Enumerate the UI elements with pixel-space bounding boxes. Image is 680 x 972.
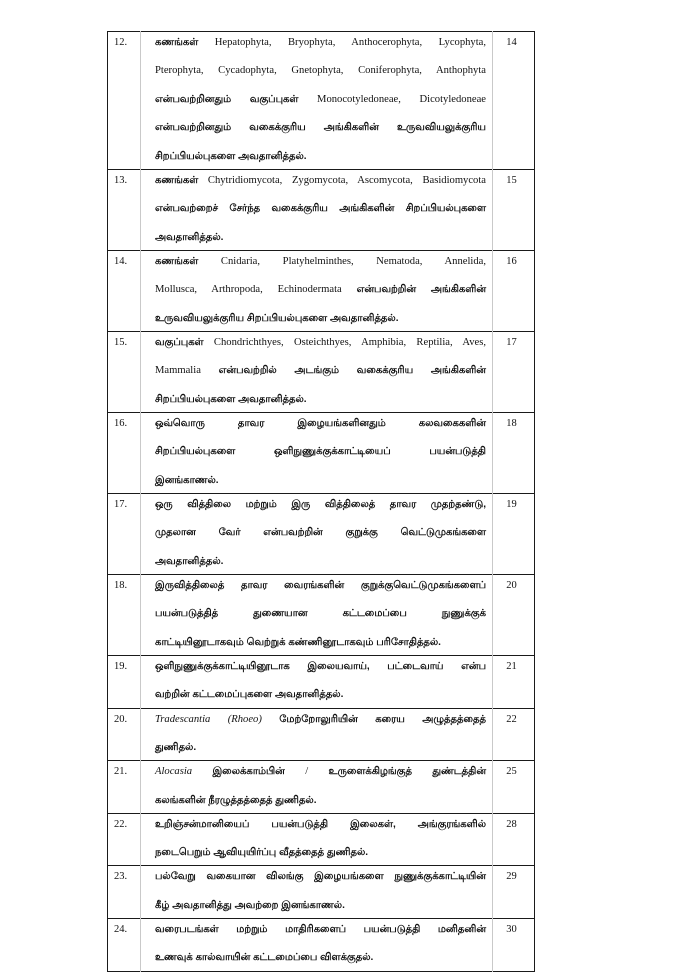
- tamil-text: முதலான: [155, 527, 196, 539]
- tamil-text: இனங்காணல்.: [281, 899, 345, 911]
- table-row: [108, 412, 535, 493]
- scientific-name: Mollusca, Arthropoda, Echinodermata: [155, 284, 342, 296]
- description-cell: [141, 169, 493, 250]
- description-line: [155, 121, 486, 149]
- description-cell: [141, 708, 493, 761]
- table-row: [108, 574, 535, 655]
- tamil-text: மனிதனின்: [437, 923, 487, 935]
- tamil-text: நுணுக்குக்: [441, 608, 486, 620]
- table-row: [108, 655, 535, 708]
- description-line: [155, 174, 486, 202]
- scientific-name-italic: Alocasia: [155, 766, 193, 778]
- description-cell: [141, 32, 493, 170]
- page-number-cell: 21: [493, 655, 535, 708]
- page-number-cell: 16: [493, 250, 535, 331]
- item-number-cell: 18.: [108, 574, 141, 655]
- description-line: [155, 555, 486, 569]
- tamil-text: வரைபடங்கள்: [155, 923, 219, 935]
- description-line: [155, 93, 486, 121]
- description-line: [155, 660, 486, 688]
- table-row: [108, 761, 535, 814]
- tamil-text: கணங்கள்: [155, 37, 199, 48]
- table-row: [108, 250, 535, 331]
- tamil-text: கணங்கள்: [155, 255, 199, 267]
- page-number-cell: 18: [493, 412, 535, 493]
- tamil-text: இலைகள்,: [350, 818, 396, 830]
- tamil-text: இனங்காணல்.: [155, 474, 219, 486]
- tamil-text: கால்வாயின்: [195, 952, 251, 964]
- tamil-text: இலையவாய்,: [307, 660, 370, 672]
- table-row: [108, 331, 535, 412]
- description-line: [155, 794, 486, 808]
- description-line: [155, 364, 486, 392]
- tamil-text: ஒளிநுணுக்குக்காட்டியைப்: [273, 446, 391, 458]
- page-number-cell: 28: [493, 813, 535, 866]
- tamil-text: துணையான: [253, 608, 308, 620]
- tamil-text: ஒளிநுணுக்குக்காட்டியினூடாக: [155, 660, 290, 672]
- tamil-text: அடங்கும்: [294, 365, 340, 377]
- description-line: [155, 64, 486, 92]
- tamil-text: என்ப: [461, 660, 486, 672]
- description-cell: [141, 412, 493, 493]
- tamil-text: மற்றும்: [245, 498, 277, 510]
- tamil-text: அவதானித்தல்.: [155, 555, 224, 567]
- scientific-name: Pterophyta, Cycadophyta, Gnetophyta, Coniferophyta, Anthophyta: [155, 65, 486, 77]
- tamil-text: உருளைக்கிழங்குத்: [328, 766, 412, 778]
- tamil-text: என்பவற்றினதும்: [155, 93, 232, 105]
- page-number-cell: 20: [493, 574, 535, 655]
- tamil-text: என்பவற்றைச் சேர்ந்த வகைக்குரிய அங்கிகளின் சிறப்பியல்புகளை: [155, 203, 486, 215]
- tamil-text: பயன்படுத்தி: [429, 446, 486, 458]
- tamil-text: வீதத்தைத்: [279, 847, 325, 859]
- tamil-text: வகுப்புகள்: [249, 93, 299, 105]
- description-line: [155, 923, 486, 951]
- description-line: [155, 579, 486, 607]
- tamil-text: மாதிரிகளைப்: [285, 923, 347, 935]
- tamil-text: காட்டியினூடாகவும் வெற்றுக் கண்ணினூடாகவும் பரிசோதித்தல்.: [155, 636, 441, 648]
- description-line: [155, 417, 486, 445]
- description-line: [155, 846, 486, 860]
- tamil-text: அவதானித்தல்.: [155, 231, 224, 243]
- tamil-text: உறிஞ்சன்மானியைப்: [155, 818, 250, 830]
- tamil-text: அழுத்தத்தைத்: [422, 713, 486, 725]
- tamil-text: வேர்: [218, 527, 241, 539]
- tamil-text: கலங்களின் நீரழுத்தத்தைத் துணிதல்.: [155, 794, 317, 806]
- description-cell: [141, 813, 493, 866]
- description-line: [155, 526, 486, 554]
- table-row: [108, 32, 535, 170]
- tamil-text: உணவுக்: [155, 952, 193, 964]
- description-cell: [141, 331, 493, 412]
- item-number-cell: 21.: [108, 761, 141, 814]
- tamil-text: அங்கிகளின்: [430, 365, 486, 377]
- description-line: [155, 336, 486, 364]
- description-cell: [141, 866, 493, 919]
- page-number-cell: 14: [493, 32, 535, 170]
- tamil-text: பயன்படுத்தித்: [155, 608, 219, 620]
- tamil-text: வகைக்குரிய: [356, 365, 414, 377]
- tamil-text: ஒவ்வொரு: [155, 417, 205, 429]
- item-number-cell: 17.: [108, 493, 141, 574]
- table-row: [108, 918, 535, 971]
- item-number-cell: 14.: [108, 250, 141, 331]
- description-cell: [141, 250, 493, 331]
- tamil-text: என்பவற்றின்: [356, 284, 417, 296]
- tamil-text: அவதானித்து: [172, 899, 232, 911]
- tamil-text: துண்டத்தின்: [432, 766, 487, 778]
- item-number-cell: 19.: [108, 655, 141, 708]
- tamil-text: கட்டமைப்பை: [253, 952, 318, 964]
- page-number-cell: 17: [493, 331, 535, 412]
- tamil-text: சிறப்பியல்புகளை அவதானித்தல்.: [155, 393, 307, 405]
- syllabus-table-body: [108, 32, 535, 972]
- scientific-name: Mammalia: [155, 365, 201, 377]
- description-cell: [141, 761, 493, 814]
- description-line: [155, 765, 486, 793]
- table-row: [108, 866, 535, 919]
- tamil-text: என்பவற்றின்: [263, 527, 323, 539]
- description-line: [155, 741, 486, 755]
- tamil-text: இருவித்திலைத் தாவர வைரங்களின் குறுக்குவெட்டுமுகங்களைப்: [155, 579, 486, 591]
- scientific-name: Hepatophyta, Bryophyta, Anthocerophyta, Lycophyta,: [214, 37, 487, 48]
- description-line: [155, 150, 486, 164]
- description-cell: [141, 655, 493, 708]
- description-line: [155, 818, 486, 846]
- item-number-cell: 15.: [108, 331, 141, 412]
- tamil-text: இரு: [291, 498, 311, 510]
- syllabus-table: [107, 31, 535, 972]
- tamil-text: தாவர: [237, 417, 265, 429]
- scientific-name: Cnidaria, Platyhelminthes, Nematoda, Annelida,: [220, 255, 486, 267]
- tamil-text: வகுப்புகள்: [155, 336, 204, 348]
- tamil-text: உருவவியலுக்குரிய சிறப்பியல்புகளை அவதானித்தல்.: [155, 312, 399, 324]
- description-line: [155, 474, 486, 488]
- tamil-text: மேற்றோலுரியின்: [279, 713, 358, 725]
- tamil-text: அங்குரங்களில்: [417, 818, 486, 830]
- page-number-cell: 19: [493, 493, 535, 574]
- tamil-text: வற்றின் கட்டமைப்புகளை அவதானித்தல்.: [155, 689, 344, 701]
- tamil-text: கரைய: [375, 713, 405, 725]
- tamil-text: தாவர: [389, 498, 417, 510]
- tamil-text: குறுக்கு: [345, 527, 378, 539]
- tamil-text: கலவகைகளின்: [418, 417, 486, 429]
- tamil-text: விளக்குதல்.: [320, 952, 374, 964]
- scientific-name: Chytridiomycota, Zygomycota, Ascomycota, Basidiomycota: [207, 174, 487, 186]
- description-line: [155, 312, 486, 326]
- description-line: [155, 951, 486, 965]
- tamil-text: சிறப்பியல்புகளை அவதானித்தல்.: [155, 150, 307, 162]
- description-line: [155, 283, 486, 311]
- page-number-cell: 15: [493, 169, 535, 250]
- scientific-name: Monocotyledoneae, Dicotyledoneae: [317, 93, 486, 105]
- tamil-text: கீழ்: [155, 899, 170, 911]
- tamil-text: இலைக்காம்பின்: [212, 766, 285, 778]
- description-line: [155, 870, 486, 898]
- item-number-cell: 16.: [108, 412, 141, 493]
- tamil-text: என்பவற்றினதும் வகைக்குரிய அங்கிகளின் உருவவியலுக்குரிய: [155, 122, 486, 134]
- scientific-name: Chondrichthyes, Osteichthyes, Amphibia, Reptilia, Aves,: [213, 336, 486, 348]
- tamil-text: அவற்றை: [234, 899, 279, 911]
- description-cell: [141, 574, 493, 655]
- tamil-text: நடைபெறும்: [155, 847, 211, 859]
- tamil-text: கணங்கள்: [155, 174, 199, 186]
- description-line: [155, 899, 486, 913]
- tamil-text: அங்கிகளின்: [430, 284, 487, 296]
- description-line: [155, 393, 486, 407]
- description-line: [155, 713, 486, 741]
- item-number-cell: 13.: [108, 169, 141, 250]
- tamil-text: சிறப்பியல்புகளை: [155, 446, 236, 458]
- tamil-text: பயன்படுத்தி: [271, 818, 329, 830]
- item-number-cell: 22.: [108, 813, 141, 866]
- table-row: [108, 813, 535, 866]
- description-line: [155, 636, 486, 650]
- description-line: [155, 231, 486, 245]
- page-number-cell: 22: [493, 708, 535, 761]
- description-line: [155, 36, 486, 64]
- page-number-cell: 30: [493, 918, 535, 971]
- tamil-text: முதற்தண்டு,: [430, 498, 486, 510]
- description-line: [155, 202, 486, 230]
- description-line: [155, 607, 486, 635]
- table-row: [108, 493, 535, 574]
- tamil-text: கட்டமைப்பை: [342, 608, 407, 620]
- tamil-text: வித்திலை: [187, 498, 232, 510]
- tamil-text: ஆவியுயிர்ப்பு: [213, 847, 277, 859]
- tamil-text: வெட்டுமுகங்களை: [400, 527, 486, 539]
- item-number-cell: 23.: [108, 866, 141, 919]
- description-line: [155, 445, 486, 473]
- table-row: [108, 708, 535, 761]
- item-number-cell: 20.: [108, 708, 141, 761]
- description-line: [155, 255, 486, 283]
- tamil-text: பயன்படுத்தி: [363, 923, 421, 935]
- description-cell: [141, 493, 493, 574]
- tamil-text: துணிதல்.: [326, 847, 368, 859]
- tamil-text: பட்டைவாய்: [387, 660, 444, 672]
- description-line: [155, 498, 486, 526]
- tamil-text: வித்திலைத்: [324, 498, 376, 510]
- tamil-text: ஒரு: [155, 498, 173, 510]
- item-number-cell: 24.: [108, 918, 141, 971]
- table-row: [108, 169, 535, 250]
- tamil-text: துணிதல்.: [155, 741, 197, 753]
- tamil-text: இழையங்களினதும்: [297, 417, 386, 429]
- page-number-cell: 25: [493, 761, 535, 814]
- description-line: [155, 688, 486, 702]
- page-number-cell: 29: [493, 866, 535, 919]
- tamil-text: பல்வேறு வகையான விலங்கு இழையங்களை நுணுக்குக்காட்டியின்: [155, 871, 486, 883]
- tamil-text: மற்றும்: [236, 923, 268, 935]
- scientific-name: /: [305, 766, 309, 778]
- description-cell: [141, 918, 493, 971]
- item-number-cell: 12.: [108, 32, 141, 170]
- scientific-name-italic: Tradescantia (Rhoeo): [155, 713, 262, 725]
- tamil-text: என்பவற்றில்: [218, 365, 277, 377]
